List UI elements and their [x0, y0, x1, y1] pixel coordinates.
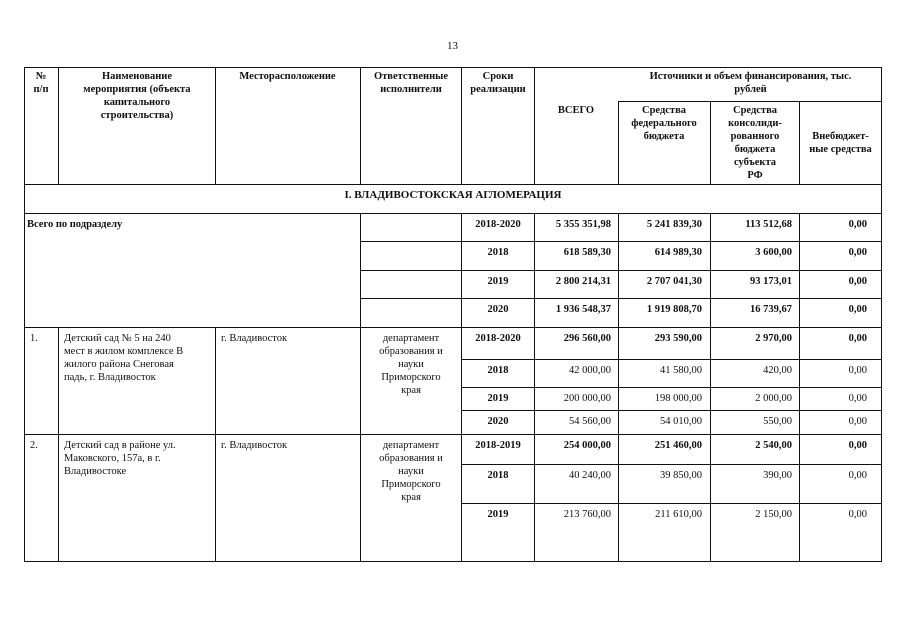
item-federal: 251 460,00	[654, 440, 702, 451]
item-period: 2019	[487, 509, 509, 520]
table-border	[24, 184, 882, 185]
item-total: 54 560,00	[569, 416, 611, 427]
header-responsible: Ответственные исполнители	[373, 71, 449, 95]
item-federal: 211 610,00	[655, 509, 702, 520]
table-border	[618, 101, 619, 184]
item-location: г. Владивосток	[221, 440, 288, 451]
item-regional: 550,00	[763, 416, 792, 427]
header-funding-group: Источники и объем финансирования, тыс. рублей	[649, 71, 852, 95]
table-border	[461, 67, 462, 184]
item-regional: 2 970,00	[755, 333, 792, 344]
item-total: 254 000,00	[563, 440, 611, 451]
financing-table	[24, 67, 882, 562]
item-responsible: департамент образования и науки Приморского края	[379, 333, 443, 396]
table-border	[215, 327, 216, 562]
subtotal-total: 1 936 548,37	[555, 304, 611, 315]
item-total: 296 560,00	[563, 333, 611, 344]
table-border	[58, 67, 59, 184]
table-border	[24, 213, 882, 214]
item-total: 200 000,00	[563, 393, 611, 404]
table-border	[360, 67, 361, 184]
table-border	[799, 213, 800, 562]
table-border	[461, 503, 882, 504]
table-border	[360, 270, 882, 271]
table-border	[360, 298, 882, 299]
subtotal-federal: 5 241 839,30	[646, 219, 702, 230]
item-federal: 198 000,00	[654, 393, 702, 404]
item-federal: 39 850,00	[660, 470, 702, 481]
subtotal-federal: 1 919 808,70	[646, 304, 702, 315]
item-period: 2018-2019	[475, 440, 521, 451]
table-border	[461, 213, 462, 562]
item-regional: 2 000,00	[755, 393, 792, 404]
subtotal-period: 2018	[487, 247, 509, 258]
table-border	[360, 241, 882, 242]
item-extra: 0,00	[848, 440, 867, 451]
table-border	[710, 101, 711, 184]
table-border	[881, 67, 882, 562]
subtotal-federal: 614 989,30	[654, 247, 702, 258]
item-location: г. Владивосток	[221, 333, 288, 344]
item-federal: 54 010,00	[660, 416, 702, 427]
item-regional: 2 150,00	[755, 509, 792, 520]
item-regional: 420,00	[763, 365, 792, 376]
item-extra: 0,00	[848, 509, 867, 520]
item-total: 40 240,00	[569, 470, 611, 481]
item-responsible: департамент образования и науки Приморского края	[379, 440, 443, 503]
item-total: 42 000,00	[569, 365, 611, 376]
header-num: № п/п	[33, 71, 49, 95]
item-period: 2018	[487, 365, 509, 376]
table-border	[461, 410, 882, 411]
subtotal-extra: 0,00	[848, 219, 867, 230]
header-location: Месторасположение	[239, 71, 336, 82]
subtotal-extra: 0,00	[848, 304, 867, 315]
item-period: 2019	[487, 393, 509, 404]
subtotal-total: 2 800 214,31	[555, 276, 611, 287]
table-border	[461, 464, 882, 465]
subtotal-label: Всего по подразделу	[27, 219, 123, 230]
page-number: 13	[447, 40, 458, 52]
subtotal-extra: 0,00	[848, 247, 867, 258]
item-name: Детский сад № 5 на 240 мест в жилом комплексе В жилого района Снеговая падь, г. Владивосток	[64, 333, 184, 383]
table-border	[461, 387, 882, 388]
header-total: ВСЕГО	[557, 105, 595, 116]
item-num: 2.	[30, 440, 38, 451]
item-name: Детский сад в районе ул. Маковского, 157а, в г. Владивостоке	[64, 440, 176, 477]
table-border	[618, 101, 882, 102]
subtotal-regional: 16 739,67	[750, 304, 792, 315]
table-border	[461, 359, 882, 360]
table-border	[618, 213, 619, 562]
table-border	[534, 213, 535, 562]
table-border	[58, 327, 59, 562]
table-border	[24, 561, 882, 562]
subtotal-regional: 113 512,68	[745, 219, 792, 230]
subtotal-regional: 3 600,00	[755, 247, 792, 258]
item-extra: 0,00	[848, 416, 867, 427]
item-extra: 0,00	[848, 365, 867, 376]
table-border	[24, 67, 25, 562]
subtotal-period: 2019	[487, 276, 509, 287]
item-regional: 390,00	[763, 470, 792, 481]
item-extra: 0,00	[848, 393, 867, 404]
subtotal-regional: 93 173,01	[750, 276, 792, 287]
header-federal: Средства федерального бюджета	[631, 105, 697, 142]
subtotal-extra: 0,00	[848, 276, 867, 287]
item-regional: 2 540,00	[755, 440, 792, 451]
table-border	[24, 327, 882, 328]
table-border	[799, 101, 800, 184]
subtotal-total: 5 355 351,98	[555, 219, 611, 230]
item-num: 1.	[30, 333, 38, 344]
table-border	[360, 213, 361, 562]
table-border	[24, 434, 882, 435]
header-regional: Средства консолиди- рованного бюджета субъекта РФ	[728, 105, 782, 181]
table-border	[24, 67, 882, 68]
header-period: Сроки реализации	[470, 71, 526, 95]
item-total: 213 760,00	[563, 509, 611, 520]
subtotal-total: 618 589,30	[563, 247, 611, 258]
table-border	[215, 67, 216, 184]
header-extra: Внебюджет- ные средства	[809, 131, 872, 155]
item-period: 2018	[487, 470, 509, 481]
subtotal-period: 2020	[487, 304, 509, 315]
item-federal: 41 580,00	[660, 365, 702, 376]
table-border	[534, 67, 535, 184]
subtotal-period: 2018-2020	[475, 219, 521, 230]
item-period: 2018-2020	[475, 333, 521, 344]
item-period: 2020	[487, 416, 509, 427]
item-federal: 293 590,00	[654, 333, 702, 344]
header-name: Наименование мероприятия (объекта капитального строительства)	[83, 71, 191, 121]
table-border	[710, 213, 711, 562]
item-extra: 0,00	[848, 333, 867, 344]
section-title: I. ВЛАДИВОСТОКСКАЯ АГЛОМЕРАЦИЯ	[344, 189, 562, 201]
subtotal-federal: 2 707 041,30	[646, 276, 702, 287]
item-extra: 0,00	[848, 470, 867, 481]
